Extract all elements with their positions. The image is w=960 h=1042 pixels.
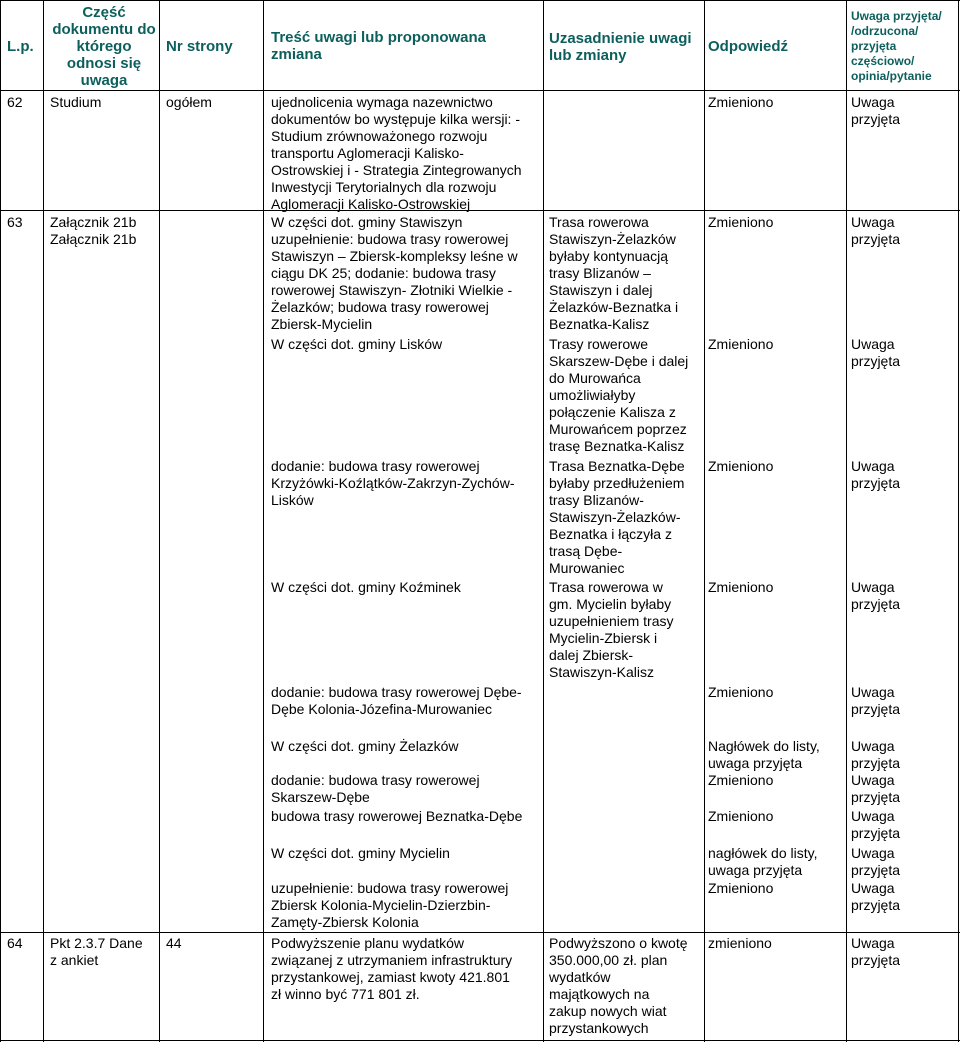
row-62-lp: 62 bbox=[7, 94, 23, 110]
grid-line bbox=[846, 0, 847, 1042]
row-63-content-8: budowa trasy rowerowej Beznatka-Dębe bbox=[271, 808, 523, 824]
row-63-part: Załącznik 21b Załącznik 21b bbox=[50, 214, 137, 247]
row-63-status-8: Uwaga przyjęta bbox=[851, 808, 901, 841]
grid-line bbox=[543, 0, 544, 1042]
row-64-response: zmieniono bbox=[708, 935, 772, 951]
header-status: Uwaga przyjęta/ /odrzucona/ przyjęta częściowo/ opinia/pytanie bbox=[851, 9, 942, 83]
row-63-justification-2: Trasy rowerowe Skarszew-Dębe i dalej do Murowańca umożliwiałyby połączenie Kalisza z Murowańcem poprzez trasę Beznatka-Kalisz bbox=[549, 336, 689, 454]
row-64-content: Podwyższenie planu wydatków związanej z utrzymaniem infrastruktury przystankowej, zamiast kwoty 421.801 zł winno być 771 801 zł. bbox=[271, 935, 513, 1002]
row-63-content-9: W części dot. gminy Mycielin bbox=[271, 845, 450, 861]
row-63-content-7: dodanie: budowa trasy rowerowej Skarszew-Dębe bbox=[271, 772, 480, 805]
grid-line bbox=[43, 0, 44, 1042]
row-63-response-3: Zmieniono bbox=[708, 458, 774, 474]
row-63-status-10: Uwaga przyjęta bbox=[851, 880, 901, 913]
row-63-status-9: Uwaga przyjęta bbox=[851, 845, 901, 878]
header-lp: L.p. bbox=[7, 38, 34, 55]
grid-line bbox=[0, 932, 960, 933]
row-63-status-5: Uwaga przyjęta bbox=[851, 684, 901, 717]
row-62-part: Studium bbox=[50, 94, 102, 110]
grid-line bbox=[0, 0, 1, 1042]
row-64-lp: 64 bbox=[7, 935, 23, 951]
row-63-lp: 63 bbox=[7, 214, 23, 230]
row-63-response-4: Zmieniono bbox=[708, 579, 774, 595]
row-63-response-10: Zmieniono bbox=[708, 880, 774, 896]
row-63-justification-3: Trasa Beznatka-Dębe byłaby przedłużeniem trasy Blizanów- Stawiszyn-Żelazków- Beznatka i łączyła z trasą Dębe- Murowaniec bbox=[549, 458, 685, 576]
row-63-response-9: nagłówek do listy, uwaga przyjęta bbox=[708, 845, 818, 878]
row-63-status-4: Uwaga przyjęta bbox=[851, 579, 901, 612]
grid-line bbox=[0, 90, 960, 91]
header-content: Treść uwagi lub proponowana zmiana bbox=[271, 29, 487, 63]
row-63-status-1: Uwaga przyjęta bbox=[851, 214, 901, 247]
row-63-status-6: Uwaga przyjęta bbox=[851, 738, 901, 771]
row-63-content-6: W części dot. gminy Żelazków bbox=[271, 738, 459, 754]
row-63-status-7: Uwaga przyjęta bbox=[851, 772, 901, 805]
row-63-response-5: Zmieniono bbox=[708, 684, 774, 700]
row-62-content: ujednolicenia wymaga nazewnictwo dokumentów bo występuje kilka wersji: - Studium zrównoważonego rozwoju transportu Aglomeracji Kalisko- Ostrowskiej i - Strategia Zintegrowanych Inwestycji Terytorialnych dla rozwoju Aglomeracji Kalisko-Ostrowskiej bbox=[271, 94, 522, 212]
grid-line bbox=[0, 0, 960, 1]
row-63-content-1: W części dot. gminy Stawiszyn uzupełnienie: budowa trasy rowerowej Stawiszyn – Zbiersk-kompleksy leśne w ciągu DK 25; dodanie: budowa trasy rowerowej Stawiszyn- Złotniki Wielkie - Żelazków; budowa trasy rowerowej Zbiersk-Mycielin bbox=[271, 214, 518, 332]
row-63-response-7: Zmieniono bbox=[708, 772, 774, 788]
row-64-page: 44 bbox=[166, 935, 182, 951]
grid-line bbox=[263, 0, 264, 1042]
header-document-part: Część dokumentu do którego odnosi się uwaga bbox=[52, 4, 156, 89]
header-response: Odpowiedź bbox=[708, 38, 788, 55]
row-62-response: Zmieniono bbox=[708, 94, 774, 110]
row-63-justification-4: Trasa rowerowa w gm. Mycielin byłaby uzupełnieniem trasy Mycielin-Zbiersk i dalej Zbiersk- Stawiszyn-Kalisz bbox=[549, 579, 674, 680]
row-63-justification-1: Trasa rowerowa Stawiszyn-Żelazków byłaby kontynuacją trasy Blizanów – Stawiszyn i dalej Żelazków-Beznatka i Beznatka-Kalisz bbox=[549, 214, 679, 332]
row-63-content-2: W części dot. gminy Lisków bbox=[271, 336, 443, 352]
row-63-response-6: Nagłówek do listy, uwaga przyjęta bbox=[708, 738, 820, 771]
row-63-status-2: Uwaga przyjęta bbox=[851, 336, 901, 369]
row-62-status: Uwaga przyjęta bbox=[851, 94, 901, 127]
row-64-status: Uwaga przyjęta bbox=[851, 935, 901, 968]
row-64-justification: Podwyższono o kwotę 350.000,00 zł. plan wydatków majątkowych na zakup nowych wiat przystankowych bbox=[549, 935, 688, 1036]
row-63-content-3: dodanie: budowa trasy rowerowej Krzyżówki-Koźlątków-Zakrzyn-Zychów- Lisków bbox=[271, 458, 515, 508]
row-63-status-3: Uwaga przyjęta bbox=[851, 458, 901, 491]
grid-line bbox=[159, 0, 160, 1042]
row-63-content-4: W części dot. gminy Koźminek bbox=[271, 579, 461, 595]
row-63-response-1: Zmieniono bbox=[708, 214, 774, 230]
row-63-content-5: dodanie: budowa trasy rowerowej Dębe- Dębe Kolonia-Józefina-Murowaniec bbox=[271, 684, 522, 717]
header-page-number: Nr strony bbox=[166, 38, 233, 55]
grid-line bbox=[0, 1040, 960, 1041]
row-63-response-8: Zmieniono bbox=[708, 808, 774, 824]
row-63-content-10: uzupełnienie: budowa trasy rowerowej Zbiersk Kolonia-Mycielin-Dzierzbin- Zamęty-Zbiersk Kolonia bbox=[271, 880, 509, 930]
grid-line bbox=[958, 0, 959, 1042]
grid-line bbox=[704, 0, 705, 1042]
row-63-response-2: Zmieniono bbox=[708, 336, 774, 352]
row-62-page: ogółem bbox=[166, 94, 212, 110]
row-64-part: Pkt 2.3.7 Dane z ankiet bbox=[50, 935, 143, 968]
header-justification: Uzasadnienie uwagi lub zmiany bbox=[549, 30, 692, 64]
